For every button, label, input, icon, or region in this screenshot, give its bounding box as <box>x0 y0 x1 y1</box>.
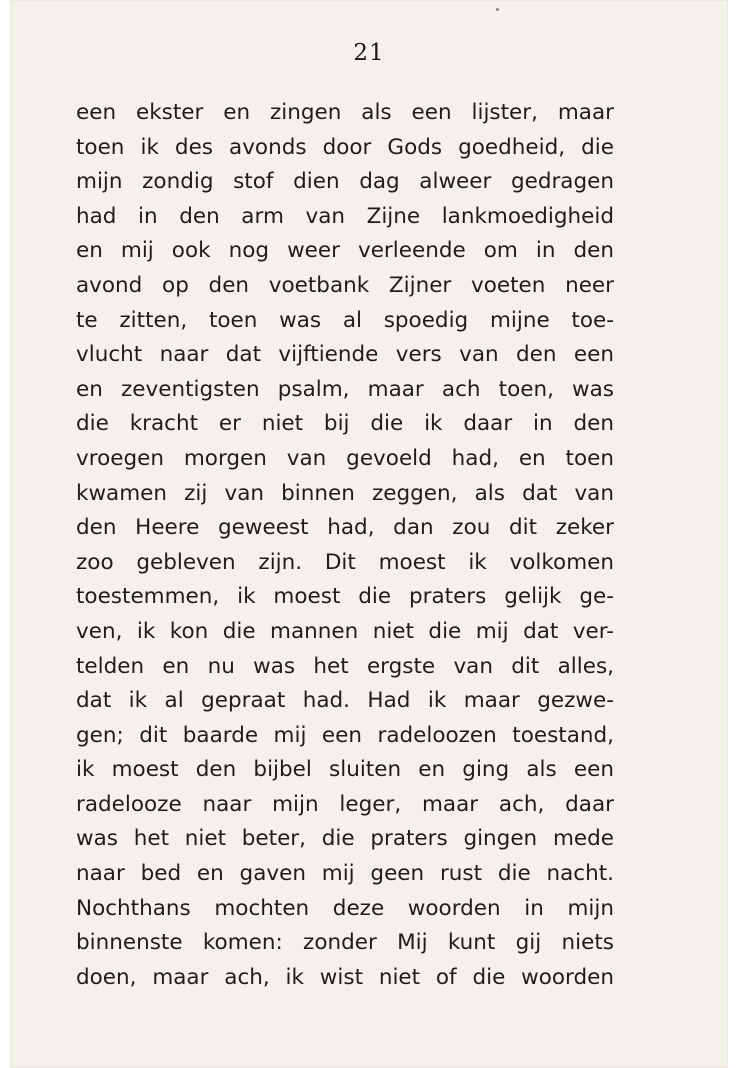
text-line: toestemmen, ik moest die praters gelijk ge- <box>76 584 614 610</box>
text-line: radelooze naar mijn leger, maar ach, daar <box>76 791 614 817</box>
paper-speck <box>496 8 499 11</box>
text-line: vlucht naar dat vijftiende vers van den een <box>76 342 614 368</box>
text-line: dat ik al gepraat had. Had ik maar gezwe- <box>76 688 614 714</box>
text-line: die kracht er niet bij die ik daar in den <box>76 411 614 437</box>
text-line: een ekster en zingen als een lijster, maar <box>76 100 614 125</box>
text-line: en mij ook nog weer verleende om in den <box>76 238 614 264</box>
text-line: telden en nu was het ergste van dit alles, <box>76 653 614 679</box>
text-line: te zitten, toen was al spoedig mijne toe- <box>76 307 614 333</box>
text-line: had in den arm van Zijne lankmoedigheid <box>76 203 614 229</box>
text-line: binnenste komen: zonder Mij kunt gij niets <box>76 930 614 956</box>
text-line: avond op den voetbank Zijner voeten neer <box>76 272 614 298</box>
text-line: naar bed en gaven mij geen rust die nacht. <box>76 861 614 887</box>
text-line: was het niet beter, die praters gingen mede <box>76 826 614 852</box>
page-number: 21 <box>353 40 385 66</box>
text-line: ven, ik kon die mannen niet die mij dat ver- <box>76 618 614 644</box>
text-line: doen, maar ach, ik wist niet of die woorden <box>76 964 614 990</box>
text-line: gen; dit baarde mij een radeloozen toestand, <box>76 722 614 748</box>
text-line: mijn zondig stof dien dag alweer gedragen <box>76 169 614 195</box>
body-text <box>76 96 614 995</box>
book-page <box>10 0 728 1068</box>
text-line: toen ik des avonds door Gods goedheid, die <box>76 134 614 160</box>
text-line: kwamen zij van binnen zeggen, als dat van <box>76 480 614 506</box>
text-line: en zeventigsten psalm, maar ach toen, was <box>76 376 614 402</box>
text-line: zoo gebleven zijn. Dit moest ik volkomen <box>76 549 614 575</box>
text-line: ik moest den bijbel sluiten en ging als een <box>76 757 614 783</box>
text-line: vroegen morgen van gevoeld had, en toen <box>76 445 614 471</box>
text-line: den Heere geweest had, dan zou dit zeker <box>76 515 614 541</box>
text-line: Nochthans mochten deze woorden in mijn <box>76 895 614 921</box>
